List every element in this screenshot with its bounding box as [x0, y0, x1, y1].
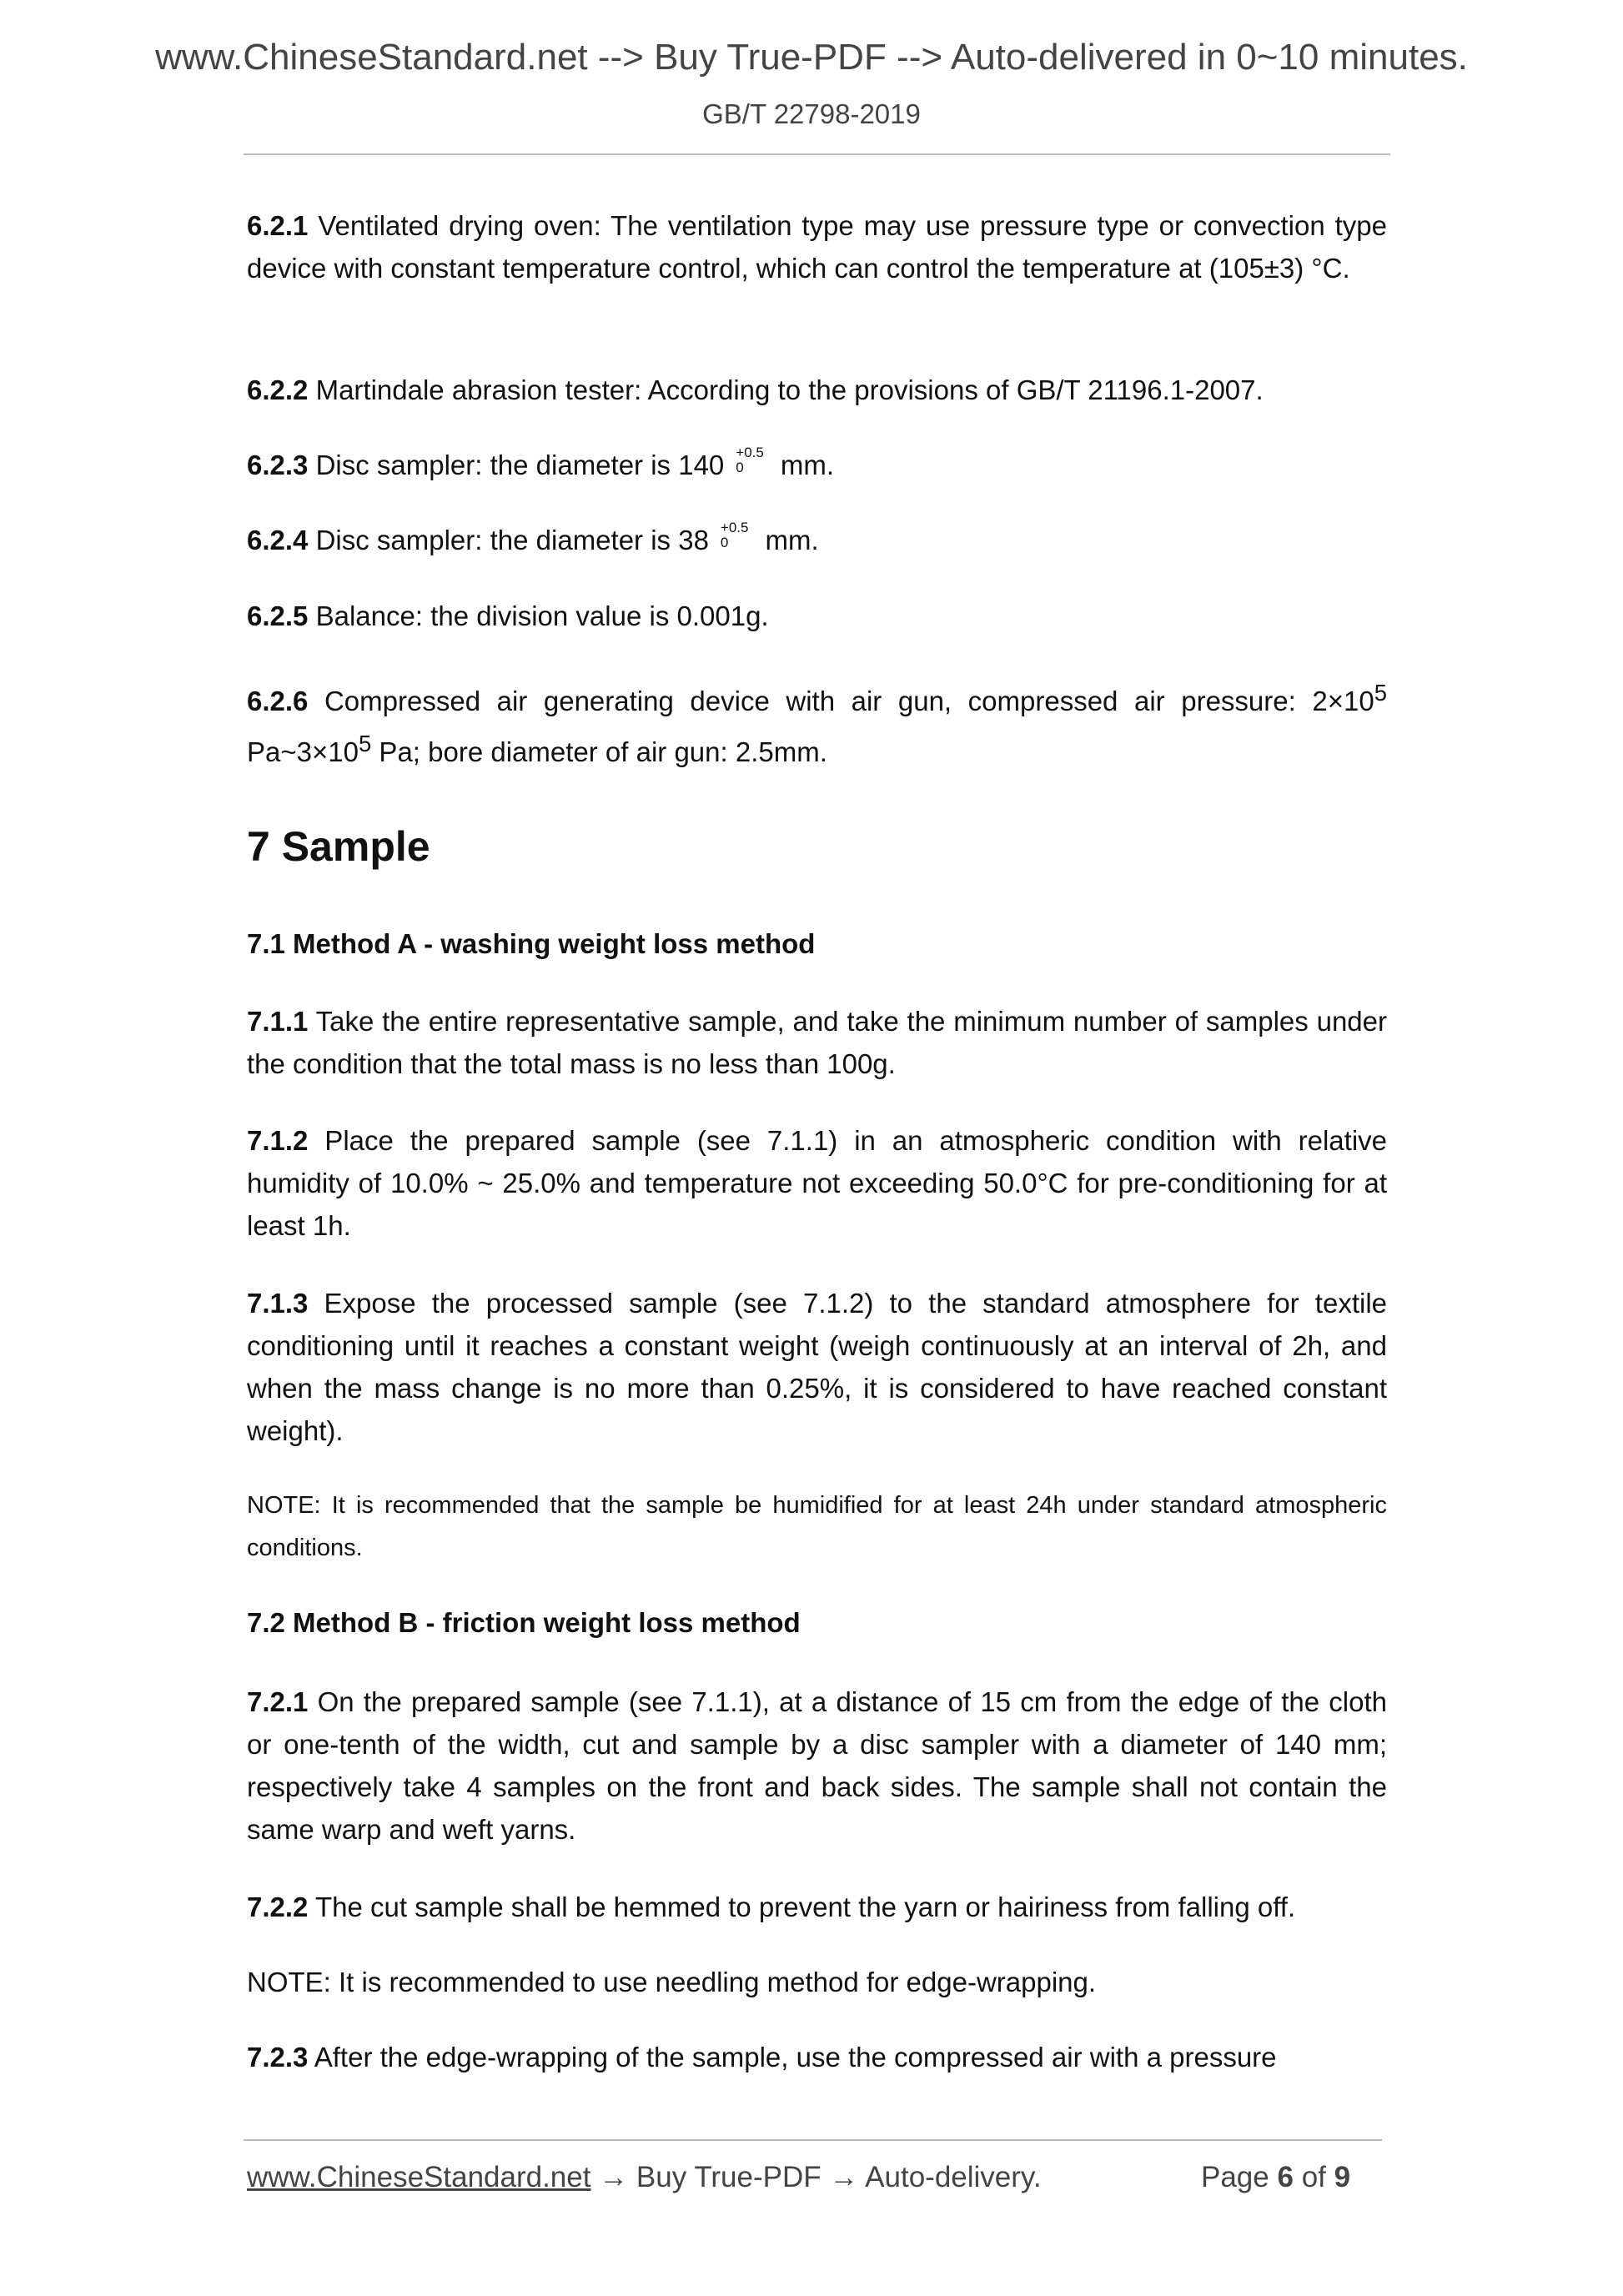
- clause-7-2-1: 7.2.1 On the prepared sample (see 7.1.1), at a distance of 15 cm from the edge of the cloth or one-tenth of the width, cut and sample by a disc sampler with a diameter of 140 mm; respectively take 4 samples on the front and back sides. The sample shall not contain the same warp and weft yarns.: [247, 1686, 1387, 1845]
- tolerance: +0.5 0: [736, 445, 764, 476]
- clause-6-2-3: 6.2.3 Disc sampler: the diameter is 140 +0.5 0 mm.: [247, 445, 834, 480]
- note-7-2: NOTE: It is recommended to use needling method for edge-wrapping.: [247, 1967, 1097, 1997]
- page-number: Page 6 of 9: [1201, 2161, 1351, 2193]
- footer-link[interactable]: www.ChineseStandard.net: [247, 2161, 591, 2193]
- clause-7-1-3: 7.1.3 Expose the processed sample (see 7.1.2) to the standard atmosphere for textile conditioning until it reaches a constant weight (weigh continuously at an interval of 2h, and when the mass change is no more than 0.25%, it is considered to have reached constant weight).: [247, 1288, 1387, 1446]
- header-banner[interactable]: www.ChineseStandard.net --> Buy True-PDF --> Auto-delivered in 0~10 minutes.: [155, 37, 1468, 78]
- clause-7-1-1: 7.1.1 Take the entire representative sample, and take the minimum number of samples under the condition that the total mass is no less than 100g.: [247, 1006, 1387, 1079]
- footer-divider: [244, 2139, 1382, 2141]
- clause-7-2-2: 7.2.2 The cut sample shall be hemmed to prevent the yarn or hairiness from falling off.: [247, 1892, 1296, 1922]
- section-heading-7: 7 Sample: [247, 823, 430, 870]
- standard-number: GB/T 22798-2019: [702, 98, 921, 129]
- note-7-1: NOTE: It is recommended that the sample be humidified for at least 24h under standard atmospheric conditions.: [247, 1492, 1387, 1561]
- subsection-heading-7-2: 7.2 Method B - friction weight loss method: [247, 1607, 801, 1638]
- tolerance: +0.5 0: [720, 520, 749, 551]
- footer-text: www.ChineseStandard.net → Buy True-PDF → Auto-delivery.: [247, 2161, 1042, 2193]
- clause-6-2-1: 6.2.1 Ventilated drying oven: The ventilation type may use pressure type or convection type device with constant temperature control, which can control the temperature at (105±3) °C.: [247, 210, 1387, 284]
- header-divider: [244, 153, 1390, 155]
- clause-6-2-4: 6.2.4 Disc sampler: the diameter is 38 +0.5 0 mm.: [247, 520, 819, 555]
- clause-7-2-3: 7.2.3 After the edge-wrapping of the sample, use the compressed air with a pressure: [247, 2042, 1277, 2072]
- clause-6-2-6: 6.2.6 Compressed air generating device with air gun, compressed air pressure: $2\times 10^5$ $Pa\sim 3\times 10^5$ Pa; bore diameter of air gun: 2.5mm.: [247, 680, 1387, 767]
- clause-7-1-2: 7.1.2 Place the prepared sample (see 7.1.1) in an atmospheric condition with relative humidity of 10.0% ~ 25.0% and temperature not exceeding 50.0°C for pre-conditioning for at least 1h.: [247, 1125, 1387, 1241]
- clause-6-2-2: 6.2.2 Martindale abrasion tester: According to the provisions of GB/T 21196.1-2007.: [247, 374, 1264, 405]
- subsection-heading-7-1: 7.1 Method A - washing weight loss method: [247, 928, 816, 959]
- clause-6-2-5: 6.2.5 Balance: the division value is 0.001g.: [247, 600, 769, 631]
